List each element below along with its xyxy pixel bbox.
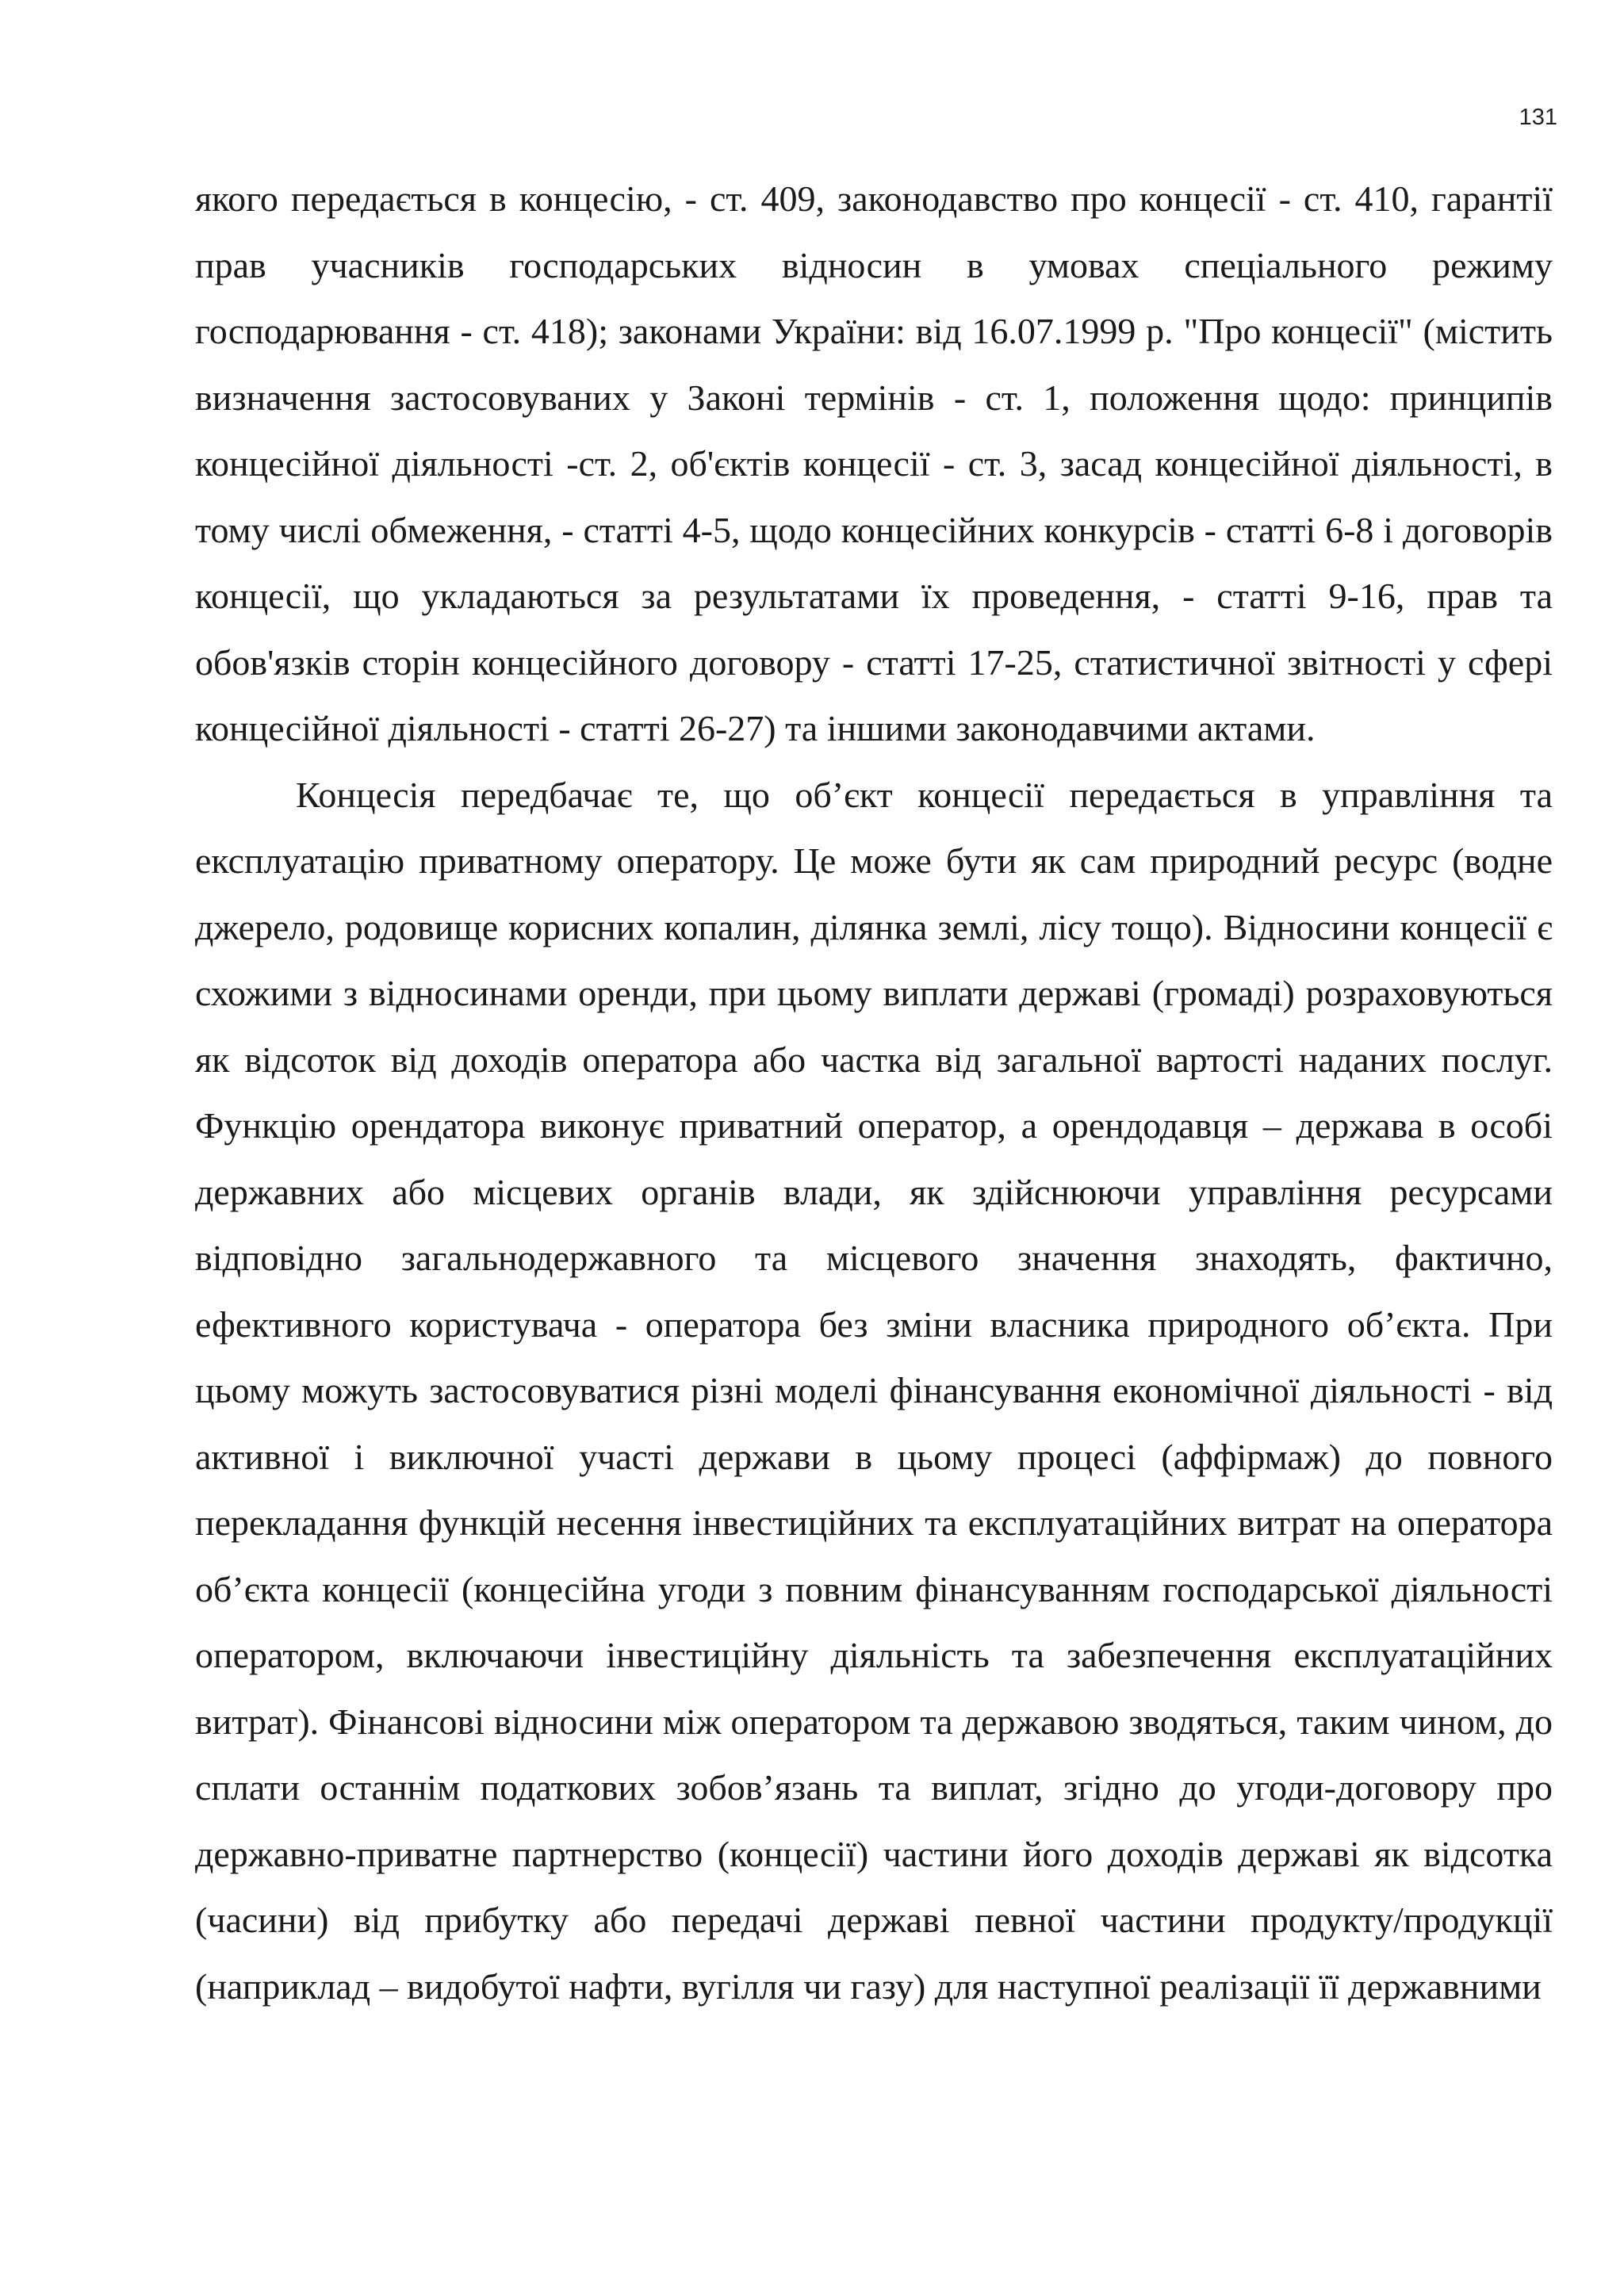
paragraph-continuation: якого передається в концесію, - ст. 409, законодавство про концесії - ст. 410, гарантії прав учасників господарських відносин в умовах спеціального режиму господарювання - ст. 418); законами України: від 16.07.1999 р. "Про концесії" (містить визначення застосовуваних у Законі термінів - ст. 1, положення щодо: принципів концесійної діяльності -ст. 2, об'єктів концесії - ст. 3, засад концесійної діяльності, в тому числі обмеження, - статті 4-5, щодо концесійних конкурсів - статті 6-8 і договорів концесії, що укладаються за результатами їх проведення, - статті 9-16, прав та обов'язків сторін концесійного договору - статті 17-25, статистичної звітності у сфері концесійної діяльності - статті 26-27) та іншими законодавчими актами. — [195, 178, 1553, 748]
page-number: 131 — [1519, 105, 1557, 130]
document-body — [195, 166, 1553, 2019]
paragraph-concession: Концесія передбачає те, що об’єкт концесії передається в управління та експлуатацію приватному оператору. Це може бути як сам природний ресурс (водне джерело, родовище корисних копалин, ділянка землі, лісу тощо). Відносини концесії є схожими з відносинами оренди, при цьому виплати державі (громаді) розраховуються як відсоток від доходів оператора або частка від загальної вартості наданих послуг. Функцію орендатора виконує приватний оператор, а орендодавця – держава в особі державних або місцевих органів влади, як здійснюючи управління ресурсами відповідно загальнодержавного та місцевого значення знаходять, фактично, ефективного користувача - оператора без зміни власника природного об’єкта. При цьому можуть застосовуватися різні моделі фінансування економічної діяльності - від активної і виключної участі держави в цьому процесі (аффірмаж) до повного перекладання функцій несення інвестиційних та експлуатаційних витрат на оператора об’єкта концесії (концесійна угоди з повним фінансуванням господарської діяльності оператором, включаючи інвестиційну діяльність та забезпечення експлуатаційних витрат). Фінансові відносини між оператором та державою зводяться, таким чином, до сплати останнім податкових зобов’язань та виплат, згідно до угоди-договору про державно-приватне партнерство (концесії) частини його доходів державі як відсотка (часини) від прибутку або передачі державі певної частини продукту/продукції (наприклад – видобутої нафти, вугілля чи газу) для наступної реалізації її державними — [195, 774, 1553, 2007]
